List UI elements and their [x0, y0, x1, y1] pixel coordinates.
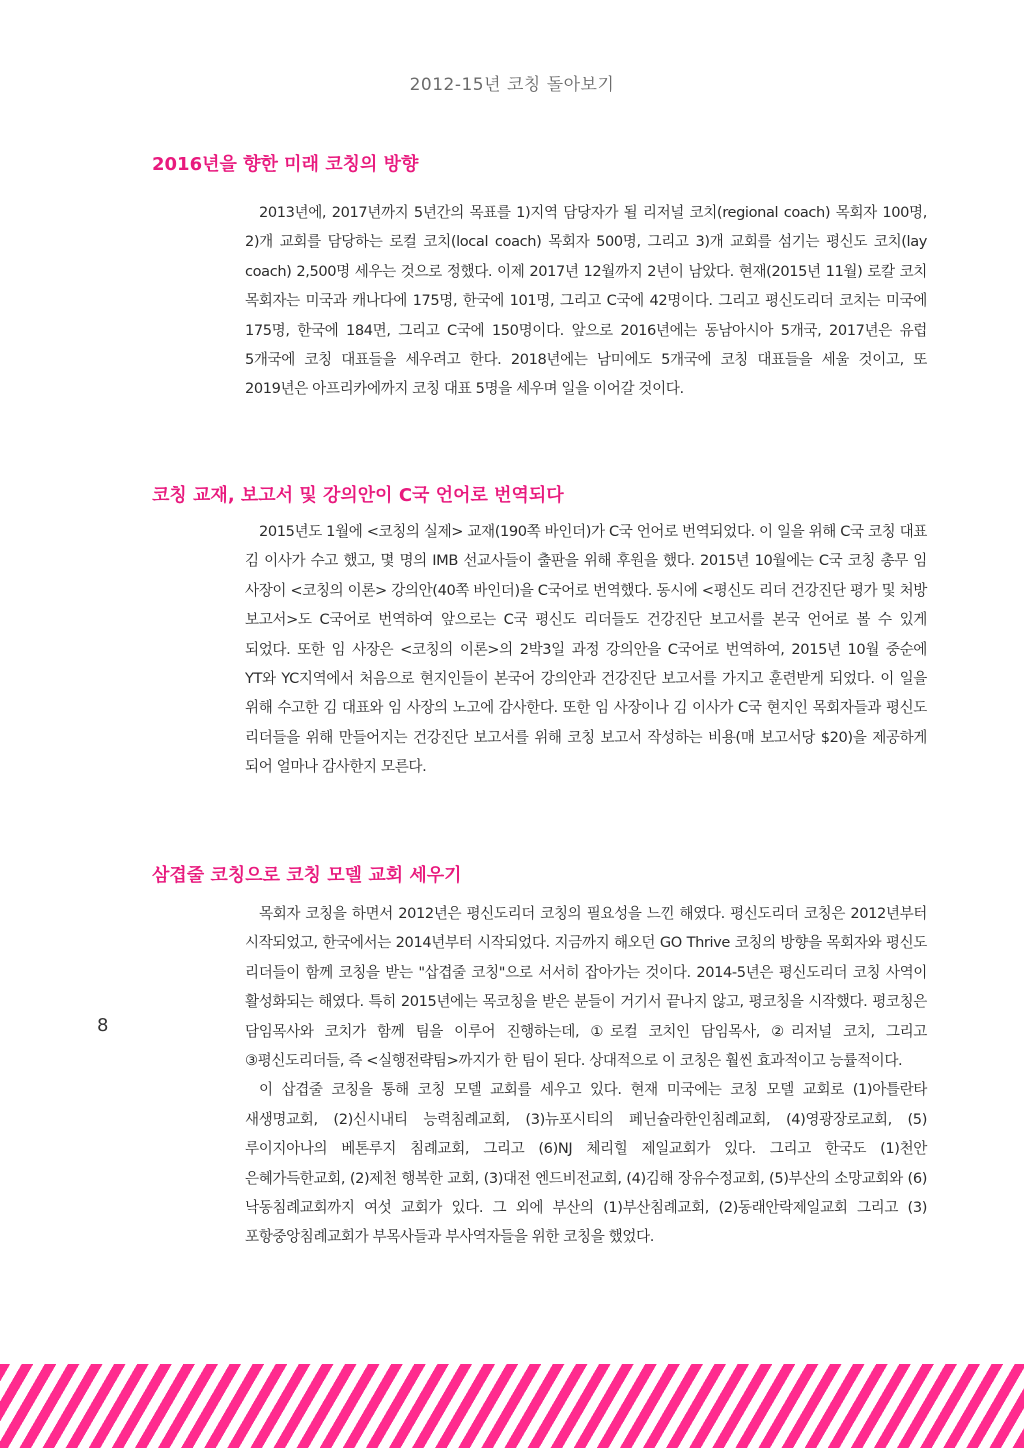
section-body: [245, 899, 927, 1252]
decorative-stripe-band: [0, 1364, 1024, 1448]
section-heading: 코칭 교재, 보고서 및 강의안이 C국 언어로 번역되다: [152, 485, 564, 506]
section-heading: 2016년을 향한 미래 코칭의 방향: [152, 154, 419, 175]
paragraph: 이 삽겹줄 코칭을 통해 코칭 모델 교회를 세우고 있다. 현재 미국에는 코칭 모델 교회로 (1)아틀란타 새생명교회, (2)신시내티 능력침례교회, (3)뉴포시티의 페닌슐라한인침례교회, (4)영광장로교회, (5)루이지아나의 베톤루지 침례교회, 그리고 (6)NJ 체리힐 제일교회가 있다. 그리고 한국도 (1)천안 은혜가득한교회, (2)제천 행복한 교회, (3)대전 엔드비전교회, (4)김해 장유수정교회, (5)부산의 소망교회와 (6)낙동침례교회까지 여섯 교회가 있다. 그 외에 부산의 (1)부산침례교회, (2)동래안락제일교회 그리고 (3)포항중앙침례교회가 부목사들과 부사역자들을 위한 코칭을 했었다.: [245, 1081, 927, 1246]
page-number: 8: [97, 1015, 109, 1036]
paragraph: 목회자 코칭을 하면서 2012년은 평신도리더 코칭의 필요성을 느낀 해였다. 평신도리더 코칭은 2012년부터 시작되었고, 한국에서는 2014년부터 시작되었다. 지금까지 해오던 GO Thrive 코칭의 방향을 목회자와 평신도 리더들이 함께 코칭을 받는 "삽겹줄 코칭"으로 서서히 잡아가는 것이다. 2014-5년은 평신도리더 코칭 사역이 활성화되는 해였다. 특히 2015년에는 목코칭을 받은 분들이 거기서 끝나지 않고, 평코칭을 시작했다. 평코칭은 담임목사와 코치가 함께 팀을 이루어 진행하는데, ①로컬 코치인 담임목사, ②리저널 코치, 그리고 ③평신도리더들, 즉 <실행전략팀>까지가 한 팀이 된다. 상대적으로 이 코칭은 훨씬 효과적이고 능률적이다.: [245, 905, 927, 1070]
section-body: [245, 198, 927, 404]
section-heading: 삼겹줄 코칭으로 코칭 모델 교회 세우기: [152, 865, 462, 886]
section-body: [245, 517, 927, 782]
paragraph: 2013년에, 2017년까지 5년간의 목표를 1)지역 담당자가 될 리저널 코치(regional coach) 목회자 100명, 2)개 교회를 담당하는 로컬 코치(local coach) 목회자 500명, 그리고 3)개 교회를 섬기는 평신도 코치(lay coach) 2,500명 세우는 것으로 정했다. 이제 2017년 12월까지 2년이 남았다. 현재(2015년 11월) 로칼 코치 목회자는 미국과 캐나다에 175명, 한국에 101명, 그리고 C국에 42명이다. 그리고 평신도리더 코치는 미국에 175명, 한국에 184면, 그리고 C국에 150명이다. 앞으로 2016년에는 동남아시아 5개국, 2017년은 유럽 5개국에 코칭 대표들을 세우려고 한다. 2018년에는 남미에도 5개국에 코칭 대표들을 세울 것이고, 또 2019년은 아프리카에까지 코칭 대표 5명을 세우며 일을 이어갈 것이다.: [245, 204, 927, 398]
paragraph: 2015년도 1월에 <코칭의 실제> 교재(190쪽 바인더)가 C국 언어로 번역되었다. 이 일을 위해 C국 코칭 대표 김 이사가 수고 했고, 몇 명의 IMB 선교사들이 출판을 위해 후원을 했다. 2015년 10월에는 C국 코칭 총무 임 사장이 <코칭의 이론> 강의안(40쪽 바인더)을 C국어로 번역했다. 동시에 <평신도 리더 건강진단 평가 및 처방 보고서>도 C국어로 번역하여 앞으로는 C국 평신도 리더들도 건강진단 보고서를 본국 언어로 볼 수 있게 되었다. 또한 임 사장은 <코칭의 이론>의 2박3일 과정 강의안을 C국어로 번역하여, 2015년 10월 중순에 YT와 YC지역에서 처음으로 현지인들이 본국어 강의안과 건강진단 보고서를 가지고 훈련받게 되었다. 이 일을 위해 수고한 김 대표와 임 사장의 노고에 감사한다. 또한 임 사장이나 김 이사가 C국 현지인 목회자들과 평신도 리더들을 위해 만들어지는 건강진단 보고서를 위해 코칭 보고서 작성하는 비용(매 보고서당 $20)을 제공하게 되어 얼마나 감사한지 모른다.: [245, 523, 927, 776]
running-title: 2012-15년 코칭 돌아보기: [409, 75, 615, 95]
